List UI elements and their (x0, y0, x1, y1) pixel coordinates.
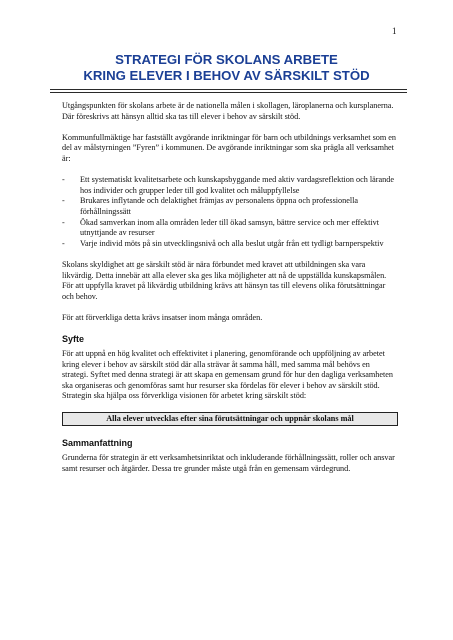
efforts-paragraph: För att förverkliga detta krävs insatser inom många områden. (62, 312, 263, 322)
list-item: - Varje individ möts på sin utvecklingsnivå och alla beslut utgår från ett tydligt barnperspektiv (62, 239, 398, 250)
syfte-heading: Syfte (62, 334, 85, 345)
list-item: - Ett systematiskt kvalitetsarbete och kunskapsbyggande med aktiv vardagsreflektion och lärande hos individer och grupper leder till god kvalitet och måluppfyllelse (62, 175, 398, 196)
duty-paragraph: Skolans skyldighet att ge särskilt stöd är nära förbundet med kravet att utbildningen ska vara likvärdig. Detta innebär att alla elever ska ges lika möjligheter att nå de uppställda kunskapsmålen. För att uppfylla kravet på likvärdig utbildning krävs att hänsyn tas till elevens olika förutsättningar och behov. (62, 259, 387, 301)
page-number: 1 (392, 26, 397, 36)
document-body (62, 101, 398, 485)
direction-list (62, 175, 398, 249)
sammanfattning-paragraph: Grunderna för strategin är ett verksamhetsinriktat och inkluderande förhållningssätt, roller och ansvar samt resurser och åtgärder. Dessa tre grunder måste utgå från en gemensam värdegrund. (62, 453, 395, 473)
vision-box (62, 412, 398, 426)
syfte-paragraph: För att uppnå en hög kvalitet och effektivitet i planering, genomförande och uppföljning av arbetet kring elever i behov av särskilt stöd där alla strävar åt samma håll, med samma mål behövs en strategi. Syftet med denna strategi är att skapa en gemensam grund för hur den dagliga verksamheten ska organiseras och genomföras samt hur resurser ska fördelas för elever i behov av särskilt stöd. Strategin ska hjälpa oss förverkliga visionen för arbetet kring särskilt stöd: (62, 349, 394, 401)
document-title (0, 52, 453, 83)
title-rule-bottom (50, 92, 407, 93)
list-item: - Brukares inflytande och delaktighet främjas av personalens öppna och professionella förhållningssätt (62, 196, 398, 217)
title-line-1: STRATEGI FÖR SKOLANS ARBETE (115, 52, 338, 67)
title-rule-top (50, 89, 407, 90)
sammanfattning-heading: Sammanfattning (62, 438, 133, 449)
list-item: - Ökad samverkan inom alla områden leder till ökad samsyn, bättre service och mer effektivt utnyttjande av resurser (62, 218, 398, 239)
council-paragraph: Kommunfullmäktige har fastställt avgörande inriktningar för barn och utbildnings verksamhet som en del av målstyrningen ”Fyren” i kommunen. De avgörande inriktningar som ska prägla all verksamhet är: (62, 132, 397, 163)
title-line-2: KRING ELEVER I BEHOV AV SÄRSKILT STÖD (83, 67, 370, 83)
intro-paragraph: Utgångspunkten för skolans arbete är de nationella målen i skollagen, läroplanerna och kursplanerna. Där föreskrivs att hänsyn alltid ska tas till elever i behov av särskilt stöd. (62, 101, 394, 121)
vision-text: Alla elever utvecklas efter sina förutsättningar och uppnår skolans mål (106, 414, 354, 424)
